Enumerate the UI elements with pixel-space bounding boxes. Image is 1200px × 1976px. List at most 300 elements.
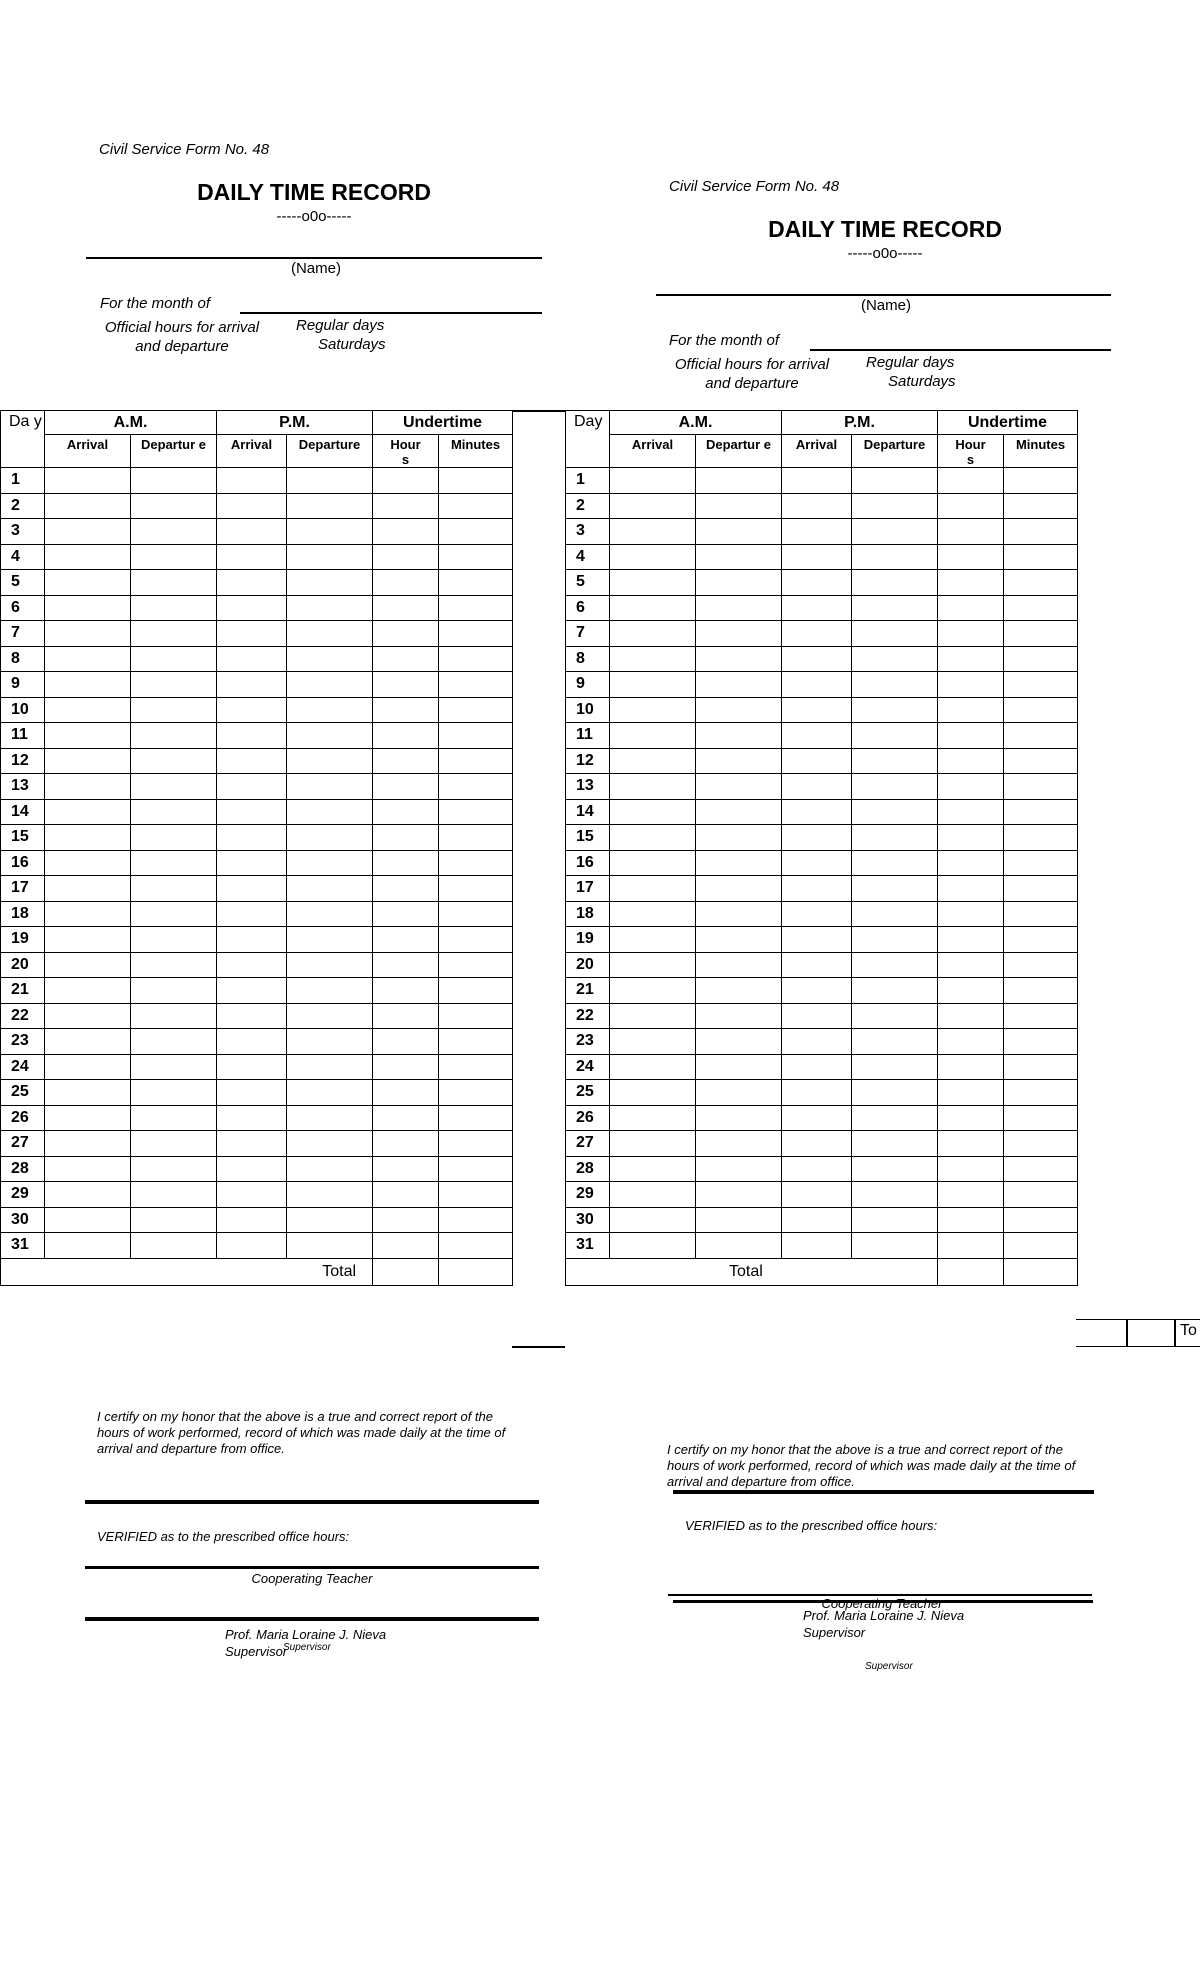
undertime-minutes-cell[interactable] [439, 621, 513, 647]
am-arrival-cell[interactable] [45, 646, 131, 672]
pm-departure-cell[interactable] [852, 825, 938, 851]
undertime-hours-cell[interactable] [373, 493, 439, 519]
undertime-hours-cell[interactable] [938, 927, 1004, 953]
undertime-hours-cell[interactable] [938, 697, 1004, 723]
pm-arrival-cell[interactable] [217, 468, 287, 494]
undertime-minutes-cell[interactable] [1004, 621, 1078, 647]
pm-departure-cell[interactable] [287, 1207, 373, 1233]
am-departure-cell[interactable] [696, 1207, 782, 1233]
undertime-hours-cell[interactable] [373, 519, 439, 545]
am-arrival-cell[interactable] [610, 468, 696, 494]
am-departure-cell[interactable] [696, 1029, 782, 1055]
undertime-minutes-cell[interactable] [439, 595, 513, 621]
undertime-hours-cell[interactable] [938, 621, 1004, 647]
am-departure-cell[interactable] [131, 799, 217, 825]
am-arrival-cell[interactable] [45, 672, 131, 698]
pm-departure-cell[interactable] [852, 1080, 938, 1106]
am-arrival-cell[interactable] [610, 978, 696, 1004]
undertime-minutes-cell[interactable] [1004, 1105, 1078, 1131]
pm-departure-cell[interactable] [287, 1029, 373, 1055]
pm-arrival-cell[interactable] [782, 774, 852, 800]
undertime-hours-cell[interactable] [373, 1029, 439, 1055]
am-arrival-cell[interactable] [45, 774, 131, 800]
pm-arrival-cell[interactable] [217, 1233, 287, 1259]
undertime-minutes-cell[interactable] [1004, 723, 1078, 749]
pm-departure-cell[interactable] [852, 978, 938, 1004]
pm-arrival-cell[interactable] [217, 672, 287, 698]
pm-departure-cell[interactable] [287, 774, 373, 800]
am-departure-cell[interactable] [131, 850, 217, 876]
am-departure-cell[interactable] [696, 825, 782, 851]
pm-arrival-cell[interactable] [217, 646, 287, 672]
pm-arrival-cell[interactable] [217, 799, 287, 825]
am-arrival-cell[interactable] [45, 1105, 131, 1131]
am-arrival-cell[interactable] [610, 1233, 696, 1259]
am-departure-cell[interactable] [696, 697, 782, 723]
pm-arrival-cell[interactable] [782, 978, 852, 1004]
undertime-minutes-cell[interactable] [439, 1054, 513, 1080]
am-departure-cell[interactable] [131, 1207, 217, 1233]
am-departure-cell[interactable] [131, 1029, 217, 1055]
am-departure-cell[interactable] [696, 850, 782, 876]
am-arrival-cell[interactable] [610, 621, 696, 647]
undertime-hours-cell[interactable] [938, 1233, 1004, 1259]
undertime-minutes-cell[interactable] [439, 825, 513, 851]
am-arrival-cell[interactable] [45, 544, 131, 570]
am-departure-cell[interactable] [131, 952, 217, 978]
pm-departure-cell[interactable] [287, 825, 373, 851]
undertime-hours-cell[interactable] [373, 1003, 439, 1029]
undertime-hours-cell[interactable] [373, 621, 439, 647]
undertime-hours-cell[interactable] [938, 876, 1004, 902]
pm-arrival-cell[interactable] [217, 876, 287, 902]
am-departure-cell[interactable] [696, 1105, 782, 1131]
am-arrival-cell[interactable] [45, 570, 131, 596]
pm-departure-cell[interactable] [852, 927, 938, 953]
pm-departure-cell[interactable] [852, 697, 938, 723]
pm-arrival-cell[interactable] [782, 952, 852, 978]
am-departure-cell[interactable] [131, 519, 217, 545]
undertime-minutes-cell[interactable] [1004, 570, 1078, 596]
undertime-hours-cell[interactable] [938, 1182, 1004, 1208]
pm-departure-cell[interactable] [287, 519, 373, 545]
am-arrival-cell[interactable] [610, 1105, 696, 1131]
undertime-minutes-cell[interactable] [439, 646, 513, 672]
pm-departure-cell[interactable] [287, 493, 373, 519]
pm-departure-cell[interactable] [852, 468, 938, 494]
pm-arrival-cell[interactable] [217, 570, 287, 596]
pm-arrival-cell[interactable] [782, 1156, 852, 1182]
am-departure-cell[interactable] [696, 1233, 782, 1259]
undertime-hours-cell[interactable] [373, 1207, 439, 1233]
pm-arrival-cell[interactable] [217, 544, 287, 570]
am-arrival-cell[interactable] [45, 850, 131, 876]
am-departure-cell[interactable] [696, 876, 782, 902]
undertime-hours-cell[interactable] [938, 493, 1004, 519]
am-departure-cell[interactable] [131, 672, 217, 698]
pm-arrival-cell[interactable] [217, 723, 287, 749]
pm-arrival-cell[interactable] [782, 1207, 852, 1233]
pm-arrival-cell[interactable] [782, 1003, 852, 1029]
undertime-hours-cell[interactable] [938, 799, 1004, 825]
pm-arrival-cell[interactable] [782, 595, 852, 621]
undertime-minutes-cell[interactable] [1004, 1207, 1078, 1233]
am-departure-cell[interactable] [696, 952, 782, 978]
undertime-minutes-cell[interactable] [439, 1131, 513, 1157]
pm-arrival-cell[interactable] [217, 1207, 287, 1233]
undertime-minutes-cell[interactable] [439, 672, 513, 698]
pm-departure-cell[interactable] [852, 901, 938, 927]
am-departure-cell[interactable] [131, 1080, 217, 1106]
am-departure-cell[interactable] [131, 723, 217, 749]
am-arrival-cell[interactable] [45, 952, 131, 978]
undertime-minutes-cell[interactable] [1004, 1080, 1078, 1106]
undertime-minutes-cell[interactable] [439, 774, 513, 800]
undertime-hours-cell[interactable] [938, 595, 1004, 621]
pm-departure-cell[interactable] [287, 1003, 373, 1029]
am-arrival-cell[interactable] [610, 1131, 696, 1157]
am-arrival-cell[interactable] [45, 825, 131, 851]
pm-arrival-cell[interactable] [217, 1003, 287, 1029]
pm-departure-cell[interactable] [852, 850, 938, 876]
undertime-minutes-cell[interactable] [439, 1080, 513, 1106]
undertime-hours-cell[interactable] [938, 850, 1004, 876]
pm-departure-cell[interactable] [287, 1080, 373, 1106]
pm-departure-cell[interactable] [287, 901, 373, 927]
undertime-minutes-cell[interactable] [439, 1105, 513, 1131]
am-departure-cell[interactable] [131, 774, 217, 800]
undertime-hours-cell[interactable] [938, 1131, 1004, 1157]
undertime-minutes-cell[interactable] [439, 570, 513, 596]
pm-departure-cell[interactable] [287, 1131, 373, 1157]
am-departure-cell[interactable] [131, 697, 217, 723]
pm-departure-cell[interactable] [852, 493, 938, 519]
am-departure-cell[interactable] [131, 927, 217, 953]
pm-arrival-cell[interactable] [782, 1054, 852, 1080]
undertime-minutes-cell[interactable] [439, 1156, 513, 1182]
undertime-hours-cell[interactable] [373, 978, 439, 1004]
undertime-hours-cell[interactable] [373, 1131, 439, 1157]
am-departure-cell[interactable] [131, 595, 217, 621]
undertime-minutes-cell[interactable] [1004, 1029, 1078, 1055]
pm-departure-cell[interactable] [287, 850, 373, 876]
am-arrival-cell[interactable] [45, 621, 131, 647]
pm-arrival-cell[interactable] [782, 723, 852, 749]
am-departure-cell[interactable] [696, 1054, 782, 1080]
undertime-hours-cell[interactable] [373, 646, 439, 672]
undertime-hours-cell[interactable] [373, 1080, 439, 1106]
pm-arrival-cell[interactable] [217, 697, 287, 723]
am-departure-cell[interactable] [696, 774, 782, 800]
pm-arrival-cell[interactable] [217, 1054, 287, 1080]
pm-arrival-cell[interactable] [782, 519, 852, 545]
undertime-hours-cell[interactable] [938, 1080, 1004, 1106]
am-arrival-cell[interactable] [610, 952, 696, 978]
am-departure-cell[interactable] [696, 1003, 782, 1029]
pm-arrival-cell[interactable] [217, 621, 287, 647]
undertime-minutes-cell[interactable] [1004, 595, 1078, 621]
undertime-minutes-cell[interactable] [439, 1182, 513, 1208]
pm-departure-cell[interactable] [852, 1003, 938, 1029]
undertime-hours-cell[interactable] [373, 595, 439, 621]
undertime-minutes-cell[interactable] [1004, 1003, 1078, 1029]
pm-departure-cell[interactable] [852, 672, 938, 698]
undertime-hours-cell[interactable] [373, 570, 439, 596]
undertime-hours-cell[interactable] [938, 978, 1004, 1004]
undertime-hours-cell[interactable] [938, 723, 1004, 749]
pm-departure-cell[interactable] [852, 1156, 938, 1182]
pm-departure-cell[interactable] [852, 621, 938, 647]
am-departure-cell[interactable] [696, 468, 782, 494]
pm-arrival-cell[interactable] [217, 595, 287, 621]
pm-arrival-cell[interactable] [782, 621, 852, 647]
undertime-minutes-cell[interactable] [439, 952, 513, 978]
undertime-minutes-cell[interactable] [1004, 1131, 1078, 1157]
pm-departure-cell[interactable] [287, 876, 373, 902]
undertime-hours-cell[interactable] [373, 1182, 439, 1208]
undertime-minutes-cell[interactable] [1004, 1233, 1078, 1259]
undertime-hours-cell[interactable] [373, 672, 439, 698]
undertime-minutes-cell[interactable] [1004, 952, 1078, 978]
undertime-hours-cell[interactable] [938, 519, 1004, 545]
am-arrival-cell[interactable] [45, 1182, 131, 1208]
pm-departure-cell[interactable] [287, 570, 373, 596]
pm-arrival-cell[interactable] [782, 1182, 852, 1208]
am-arrival-cell[interactable] [610, 748, 696, 774]
undertime-minutes-cell[interactable] [1004, 544, 1078, 570]
pm-arrival-cell[interactable] [217, 927, 287, 953]
am-arrival-cell[interactable] [45, 1054, 131, 1080]
pm-arrival-cell[interactable] [217, 1105, 287, 1131]
undertime-minutes-cell[interactable] [439, 1207, 513, 1233]
am-departure-cell[interactable] [696, 544, 782, 570]
am-departure-cell[interactable] [131, 1105, 217, 1131]
am-arrival-cell[interactable] [610, 825, 696, 851]
total-hours-cell[interactable] [373, 1258, 439, 1285]
pm-arrival-cell[interactable] [782, 672, 852, 698]
pm-departure-cell[interactable] [287, 748, 373, 774]
am-arrival-cell[interactable] [45, 595, 131, 621]
pm-departure-cell[interactable] [287, 595, 373, 621]
undertime-minutes-cell[interactable] [439, 850, 513, 876]
am-departure-cell[interactable] [696, 1080, 782, 1106]
am-arrival-cell[interactable] [610, 1029, 696, 1055]
pm-arrival-cell[interactable] [217, 748, 287, 774]
pm-arrival-cell[interactable] [217, 1029, 287, 1055]
am-departure-cell[interactable] [131, 876, 217, 902]
am-departure-cell[interactable] [131, 1233, 217, 1259]
undertime-minutes-cell[interactable] [439, 901, 513, 927]
undertime-minutes-cell[interactable] [439, 697, 513, 723]
pm-arrival-cell[interactable] [782, 825, 852, 851]
undertime-hours-cell[interactable] [938, 748, 1004, 774]
pm-arrival-cell[interactable] [217, 1080, 287, 1106]
undertime-hours-cell[interactable] [373, 468, 439, 494]
pm-arrival-cell[interactable] [782, 799, 852, 825]
pm-departure-cell[interactable] [852, 1105, 938, 1131]
undertime-hours-cell[interactable] [938, 1105, 1004, 1131]
am-arrival-cell[interactable] [610, 493, 696, 519]
am-departure-cell[interactable] [696, 978, 782, 1004]
undertime-hours-cell[interactable] [373, 697, 439, 723]
am-arrival-cell[interactable] [610, 672, 696, 698]
undertime-minutes-cell[interactable] [439, 1233, 513, 1259]
pm-arrival-cell[interactable] [217, 1156, 287, 1182]
pm-arrival-cell[interactable] [217, 774, 287, 800]
am-departure-cell[interactable] [131, 621, 217, 647]
pm-departure-cell[interactable] [852, 544, 938, 570]
undertime-minutes-cell[interactable] [1004, 825, 1078, 851]
pm-arrival-cell[interactable] [782, 570, 852, 596]
undertime-minutes-cell[interactable] [1004, 468, 1078, 494]
am-departure-cell[interactable] [131, 646, 217, 672]
am-arrival-cell[interactable] [45, 493, 131, 519]
am-departure-cell[interactable] [696, 519, 782, 545]
am-departure-cell[interactable] [696, 748, 782, 774]
am-departure-cell[interactable] [696, 646, 782, 672]
pm-departure-cell[interactable] [287, 978, 373, 1004]
am-arrival-cell[interactable] [45, 1029, 131, 1055]
am-arrival-cell[interactable] [610, 774, 696, 800]
pm-arrival-cell[interactable] [217, 978, 287, 1004]
am-arrival-cell[interactable] [610, 901, 696, 927]
am-departure-cell[interactable] [696, 493, 782, 519]
pm-arrival-cell[interactable] [782, 544, 852, 570]
am-departure-cell[interactable] [696, 1182, 782, 1208]
pm-departure-cell[interactable] [287, 1156, 373, 1182]
am-departure-cell[interactable] [131, 825, 217, 851]
undertime-hours-cell[interactable] [938, 468, 1004, 494]
pm-arrival-cell[interactable] [782, 1080, 852, 1106]
undertime-hours-cell[interactable] [938, 646, 1004, 672]
pm-departure-cell[interactable] [287, 952, 373, 978]
am-arrival-cell[interactable] [610, 723, 696, 749]
total-hours-cell[interactable] [938, 1258, 1004, 1285]
pm-departure-cell[interactable] [852, 748, 938, 774]
pm-departure-cell[interactable] [287, 1233, 373, 1259]
undertime-hours-cell[interactable] [373, 1233, 439, 1259]
undertime-minutes-cell[interactable] [439, 519, 513, 545]
undertime-minutes-cell[interactable] [1004, 850, 1078, 876]
pm-arrival-cell[interactable] [782, 1105, 852, 1131]
am-arrival-cell[interactable] [610, 1182, 696, 1208]
am-departure-cell[interactable] [696, 1131, 782, 1157]
pm-departure-cell[interactable] [287, 1182, 373, 1208]
am-departure-cell[interactable] [696, 1156, 782, 1182]
pm-arrival-cell[interactable] [782, 748, 852, 774]
undertime-minutes-cell[interactable] [1004, 1054, 1078, 1080]
am-departure-cell[interactable] [696, 621, 782, 647]
pm-departure-cell[interactable] [852, 876, 938, 902]
am-departure-cell[interactable] [131, 978, 217, 1004]
am-departure-cell[interactable] [696, 570, 782, 596]
am-departure-cell[interactable] [696, 672, 782, 698]
pm-arrival-cell[interactable] [782, 876, 852, 902]
pm-departure-cell[interactable] [852, 1207, 938, 1233]
pm-departure-cell[interactable] [287, 468, 373, 494]
pm-departure-cell[interactable] [852, 570, 938, 596]
undertime-minutes-cell[interactable] [439, 493, 513, 519]
pm-departure-cell[interactable] [852, 1054, 938, 1080]
am-arrival-cell[interactable] [45, 876, 131, 902]
undertime-minutes-cell[interactable] [439, 544, 513, 570]
undertime-minutes-cell[interactable] [439, 799, 513, 825]
undertime-hours-cell[interactable] [938, 1054, 1004, 1080]
pm-departure-cell[interactable] [287, 927, 373, 953]
undertime-hours-cell[interactable] [938, 1156, 1004, 1182]
am-arrival-cell[interactable] [45, 1080, 131, 1106]
undertime-hours-cell[interactable] [938, 825, 1004, 851]
pm-arrival-cell[interactable] [217, 493, 287, 519]
am-departure-cell[interactable] [131, 493, 217, 519]
undertime-hours-cell[interactable] [938, 570, 1004, 596]
undertime-minutes-cell[interactable] [439, 748, 513, 774]
pm-departure-cell[interactable] [852, 1182, 938, 1208]
undertime-minutes-cell[interactable] [439, 876, 513, 902]
am-arrival-cell[interactable] [45, 927, 131, 953]
am-departure-cell[interactable] [696, 723, 782, 749]
am-arrival-cell[interactable] [610, 927, 696, 953]
am-departure-cell[interactable] [131, 1182, 217, 1208]
pm-departure-cell[interactable] [287, 1054, 373, 1080]
undertime-hours-cell[interactable] [938, 952, 1004, 978]
am-arrival-cell[interactable] [45, 799, 131, 825]
pm-departure-cell[interactable] [852, 595, 938, 621]
pm-departure-cell[interactable] [287, 544, 373, 570]
am-arrival-cell[interactable] [610, 850, 696, 876]
undertime-minutes-cell[interactable] [1004, 697, 1078, 723]
am-arrival-cell[interactable] [610, 1080, 696, 1106]
am-arrival-cell[interactable] [45, 978, 131, 1004]
undertime-hours-cell[interactable] [373, 723, 439, 749]
am-arrival-cell[interactable] [45, 1233, 131, 1259]
undertime-minutes-cell[interactable] [1004, 748, 1078, 774]
pm-departure-cell[interactable] [852, 646, 938, 672]
pm-arrival-cell[interactable] [217, 1182, 287, 1208]
undertime-hours-cell[interactable] [373, 748, 439, 774]
undertime-minutes-cell[interactable] [1004, 646, 1078, 672]
undertime-minutes-cell[interactable] [1004, 493, 1078, 519]
pm-arrival-cell[interactable] [782, 646, 852, 672]
am-departure-cell[interactable] [131, 1003, 217, 1029]
undertime-hours-cell[interactable] [373, 1105, 439, 1131]
undertime-hours-cell[interactable] [938, 1029, 1004, 1055]
am-arrival-cell[interactable] [610, 876, 696, 902]
undertime-minutes-cell[interactable] [439, 723, 513, 749]
pm-departure-cell[interactable] [852, 519, 938, 545]
pm-arrival-cell[interactable] [782, 1029, 852, 1055]
am-arrival-cell[interactable] [610, 1003, 696, 1029]
pm-departure-cell[interactable] [287, 1105, 373, 1131]
pm-arrival-cell[interactable] [782, 1233, 852, 1259]
undertime-minutes-cell[interactable] [1004, 1182, 1078, 1208]
pm-arrival-cell[interactable] [217, 952, 287, 978]
undertime-hours-cell[interactable] [373, 799, 439, 825]
undertime-minutes-cell[interactable] [1004, 978, 1078, 1004]
am-departure-cell[interactable] [131, 901, 217, 927]
am-departure-cell[interactable] [131, 748, 217, 774]
am-departure-cell[interactable] [131, 1131, 217, 1157]
pm-arrival-cell[interactable] [782, 901, 852, 927]
am-departure-cell[interactable] [696, 927, 782, 953]
am-arrival-cell[interactable] [45, 1003, 131, 1029]
pm-departure-cell[interactable] [852, 1233, 938, 1259]
undertime-hours-cell[interactable] [373, 774, 439, 800]
undertime-hours-cell[interactable] [373, 901, 439, 927]
pm-arrival-cell[interactable] [782, 697, 852, 723]
pm-departure-cell[interactable] [287, 672, 373, 698]
pm-departure-cell[interactable] [852, 723, 938, 749]
